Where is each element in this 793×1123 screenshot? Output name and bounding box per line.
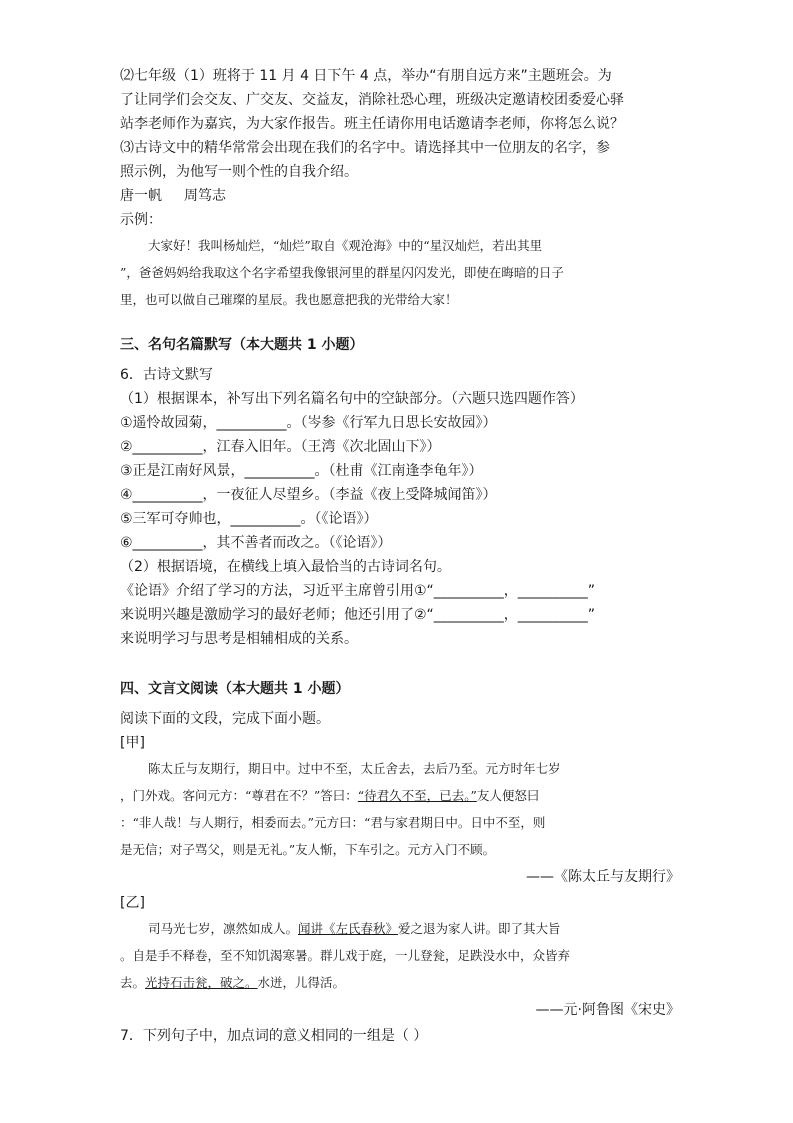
context-line: 来说明学习与思考是相辅相成的关系。 xyxy=(120,631,358,647)
passage-yi-source: ——元·阿鲁图《宋史》 xyxy=(535,1002,680,1018)
q6-title: 6．古诗文默写 xyxy=(120,367,213,383)
recitation-item: ③正是江南好风景，__________。（杜甫《江南逢李龟年》） xyxy=(120,463,483,479)
q6-sub1: （1）根据课本，补写出下列名篇名句中的空缺部分。（六题只选四题作答） xyxy=(120,391,584,407)
recitation-item: ②__________，江春入旧年。（王湾《次北固山下》） xyxy=(120,439,441,455)
passage-jia xyxy=(120,755,680,863)
document-content xyxy=(120,64,680,1048)
example-line: ”，爸爸妈妈给我取这个名字希望我像银河里的群星闪闪发光，即使在晦暗的日子 xyxy=(120,265,564,280)
passage-line xyxy=(120,782,680,809)
q6-sub2: （2）根据语境，在横线上填入最恰当的古诗词名句。 xyxy=(120,559,451,575)
q3-line: 照示例，为他写一则个性的自我介绍。 xyxy=(120,164,358,180)
passage-text: 友人便怒曰 xyxy=(476,788,540,803)
underlined-sentence: 闻讲《左氏春秋》 xyxy=(298,921,399,936)
passage-text: 爱之退为家人讲。即了其大旨 xyxy=(398,921,561,936)
passage-line: ：“非人哉！与人期行，相委而去。”元方曰：“君与家君期日中。日中不至，则 xyxy=(120,815,546,830)
example-line: 大家好！我叫杨灿烂，“灿烂”取自《观沧海》中的“星汉灿烂，若出其里 xyxy=(148,238,543,253)
section-3-title: 三、名句名篇默写（本大题共 1 小题） xyxy=(120,337,364,353)
name-option: 周笃志 xyxy=(184,188,226,204)
passage-yi xyxy=(120,915,680,996)
example-label: 示例： xyxy=(120,212,162,228)
question-2 xyxy=(120,64,680,136)
context-line: 来说明兴趣是激励学习的最好老师；他还引用了②“__________，__________” xyxy=(120,607,596,623)
section-4 xyxy=(120,707,680,1048)
section-3 xyxy=(120,363,680,651)
question-7: 7．下列句子中，加点词的意义相同的一组是（ ） xyxy=(120,1028,428,1044)
q2-line: 站李老师作为嘉宾，为大家作报告。班主任请你用电话邀请李老师，你将怎么说？ xyxy=(120,116,624,132)
passage-jia-source: ——《陈太丘与友期行》 xyxy=(526,869,680,885)
example-text xyxy=(120,232,680,313)
passage-line: 是无信；对子骂父，则是无礼。”友人惭，下车引之。元方入门不顾。 xyxy=(120,842,496,857)
reading-intro: 阅读下面的文段，完成下面小题。 xyxy=(120,711,330,727)
name-options xyxy=(120,184,680,208)
passage-text: 水迸，儿得活。 xyxy=(257,975,346,990)
recitation-item: ④__________，一夜征人尽望乡。（李益《夜上受降城闻笛》） xyxy=(120,487,497,503)
q2-line: 了让同学们会交友、广交友、交益友，消除社恐心理，班级决定邀请校团委爱心驿 xyxy=(120,92,624,108)
example-line: 里，也可以做自己璀璨的星辰。我也愿意把我的光带给大家！ xyxy=(120,292,458,307)
passage-text: ，门外戏。客问元方：“尊君在不？”答曰： xyxy=(120,788,358,803)
recitation-item: ⑥__________，其不善者而改之。（《论语》） xyxy=(120,535,392,551)
passage-line: 。自是手不释卷，至不知饥渴寒暑。群儿戏于庭，一儿登瓮，足跌没水中，众皆弃 xyxy=(120,948,571,963)
passage-line xyxy=(120,969,680,996)
underlined-sentence: “待君久不至，已去。” xyxy=(357,788,477,803)
recitation-item: ⑤三军可夺帅也，__________。（《论语》） xyxy=(120,511,378,527)
passage-line: 陈太丘与友期行，期日中。过中不至，太丘舍去，去后乃至。元方时年七岁 xyxy=(148,761,561,776)
recitation-item: ①遥怜故园菊，__________。（岑参《行军九日思长安故园》） xyxy=(120,415,497,431)
question-3 xyxy=(120,136,680,313)
passage-yi-label: [乙] xyxy=(120,895,145,911)
section-4-title: 四、文言文阅读（本大题共 1 小题） xyxy=(120,681,350,697)
passage-text: 司马光七岁，凛然如成人。 xyxy=(148,921,299,936)
passage-jia-label: [甲] xyxy=(120,735,145,751)
q2-line: ⑵七年级（1）班将于 11 月 4 日下午 4 点，举办“有朋自远方来”主题班会。为 xyxy=(120,68,612,84)
name-option: 唐一帆 xyxy=(120,188,162,204)
passage-line xyxy=(120,915,680,942)
passage-text: 去。 xyxy=(120,975,146,990)
underlined-sentence: 光持石击瓮，破之。 xyxy=(145,975,258,990)
context-line: 《论语》介绍了学习的方法，习近平主席曾引用①“__________，__________” xyxy=(120,583,596,599)
q3-line: ⑶古诗文中的精华常常会出现在我们的名字中。请选择其中一位朋友的名字，参 xyxy=(120,140,610,156)
